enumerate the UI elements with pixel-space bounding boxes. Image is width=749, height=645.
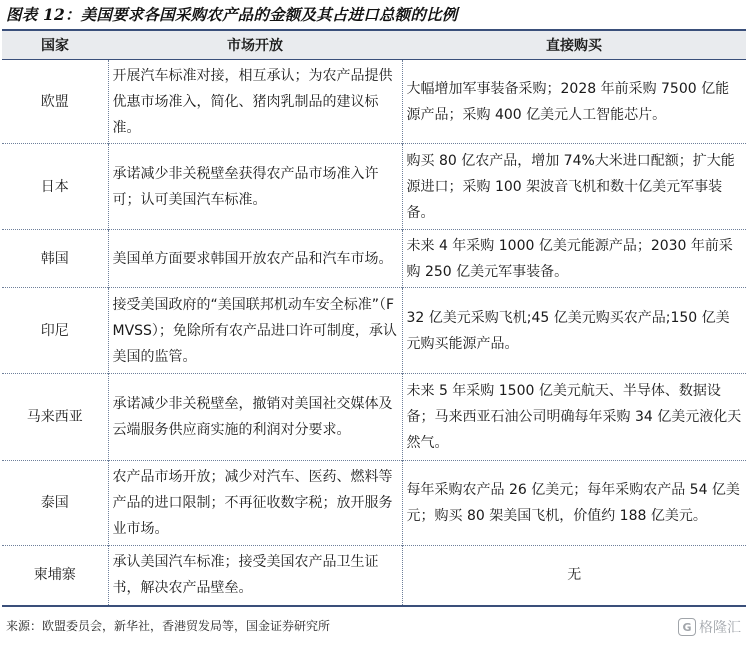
- gelonghui-logo-icon: G: [678, 618, 696, 636]
- country-cell: 马来西亚: [2, 374, 108, 461]
- figure-title: 图表 12：美国要求各国采购农产品的金额及其占进口总额的比例: [6, 5, 458, 24]
- header-market-opening: 市场开放: [108, 31, 402, 60]
- table-row: [2, 461, 746, 546]
- purchase-cell: 无: [567, 567, 582, 584]
- header-direct-purchase: 直接购买: [402, 31, 746, 60]
- market-cell: 承认美国汽车标准；接受美国农产品卫生证书，解决农产品壁垒。: [108, 546, 402, 606]
- market-cell: 接受美国政府的“美国联邦机动车安全标准”（FMVSS）；免除所有农产品进口许可制度，承认美国的监管。: [108, 288, 402, 374]
- country-cell: 印尼: [2, 288, 108, 374]
- market-cell: 农产品市场开放；减少对汽车、医药、燃料等产品的进口限制；不再征收数字税；放开服务业市场。: [108, 461, 402, 546]
- market-cell: 美国单方面要求韩国开放农产品和汽车市场。: [108, 230, 402, 288]
- market-cell: 承诺减少非关税壁垒，撤销对美国社交媒体及云端服务供应商实施的利润对分要求。: [108, 374, 402, 461]
- table-row: [2, 374, 746, 461]
- purchase-cell: 未来 4 年采购 1000 亿美元能源产品；2030 年前采购 250 亿美元军事装备。: [406, 237, 733, 280]
- table-row: [2, 288, 746, 374]
- purchase-cell: 未来 5 年采购 1500 亿美元航天、半导体、数据设备；马来西亚石油公司明确每年采购 34 亿美元液化天然气。: [406, 383, 742, 451]
- purchase-cell: 购买 80 亿农产品，增加 74%大米进口配额；扩大能源进口；采购 100 架波音飞机和数十亿美元军事装备。: [406, 152, 735, 221]
- table-row: [2, 60, 746, 144]
- country-cell: 柬埔寨: [2, 546, 108, 606]
- country-cell: 欧盟: [2, 60, 108, 144]
- country-cell: 日本: [2, 144, 108, 230]
- purchase-cell: 大幅增加军事装备采购；2028 年前采购 7500 亿能源产品；采购 400 亿美元人工智能芯片。: [406, 80, 730, 123]
- table-row: [2, 230, 746, 288]
- table-row: [2, 144, 746, 230]
- table-row: [2, 546, 746, 606]
- header-country: 国家: [2, 31, 108, 60]
- country-cell: 韩国: [2, 230, 108, 288]
- purchase-cell: 32 亿美元采购飞机;45 亿美元购买农产品;150 亿美元购买能源产品。: [406, 309, 730, 352]
- country-cell: 泰国: [2, 461, 108, 546]
- source-note: 来源：欧盟委员会，新华社，香港贸发局等，国金证券研究所: [6, 619, 331, 633]
- market-cell: 承诺减少非关税壁垒获得农产品市场准入许可；认可美国汽车标准。: [108, 144, 402, 230]
- watermark: [678, 615, 741, 639]
- table-header-row: [2, 31, 746, 60]
- purchase-cell: 每年采购农产品 26 亿美元；每年采购农产品 54 亿美元；购买 80 架美国飞机，价值约 188 亿美元。: [406, 482, 740, 524]
- market-cell: 开展汽车标准对接，相互承认；为农产品提供优惠市场准入，简化、猪肉乳制品的建议标准。: [108, 60, 402, 144]
- watermark-text: 格隆汇: [699, 620, 741, 636]
- comparison-table: [2, 31, 746, 607]
